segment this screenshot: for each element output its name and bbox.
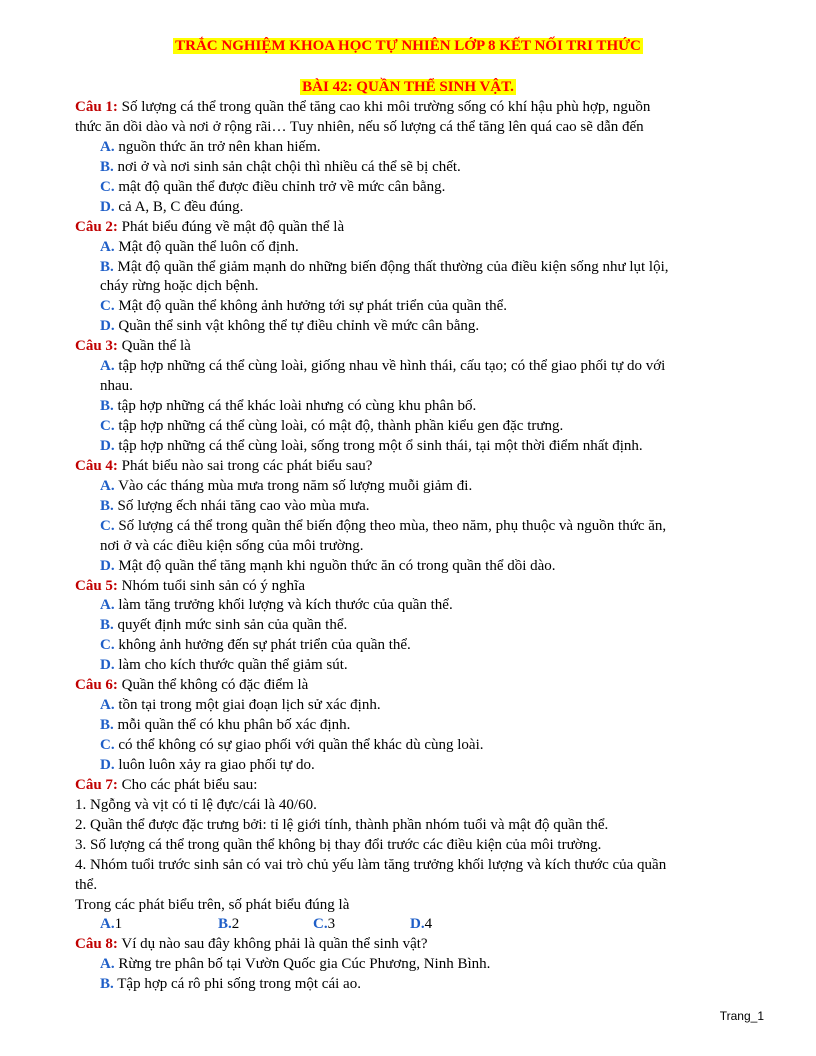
- line-text: 2. Quần thể được đặc trưng bởi: tỉ lệ giới tính, thành phần nhóm tuổi và mật độ quần thể.: [75, 816, 609, 833]
- option-letter: B.: [100, 617, 114, 634]
- line-text: cả A, B, C đều đúng.: [114, 198, 244, 215]
- option-letter: A.: [100, 238, 115, 255]
- line-text: có thể không có sự giao phối với quần thể khác dù cùng loài.: [114, 737, 484, 753]
- text-line: [75, 876, 765, 896]
- document-title-text: TRẮC NGHIỆM KHOA HỌC TỰ NHIÊN LỚP 8 KẾT NỐI TRI THỨC: [175, 38, 641, 54]
- option-letter: A.: [100, 697, 115, 714]
- document-title: [0, 37, 816, 56]
- question-line: [75, 776, 765, 796]
- option-line: [75, 357, 765, 377]
- option-line: [75, 696, 765, 716]
- line-text: tập hợp những cá thể khác loài nhưng có cùng khu phân bố.: [113, 398, 477, 415]
- option-letter: C.: [100, 637, 115, 654]
- line-text: nơi ở và nơi sinh sản chật chội thì nhiều cá thể sẽ bị chết.: [113, 158, 461, 175]
- option-line: [75, 975, 765, 995]
- option-line: [75, 716, 765, 736]
- question-number: Câu 1:: [75, 99, 118, 115]
- option-letter: A.: [100, 597, 115, 614]
- option-letter: A.: [100, 916, 115, 933]
- question-number: Câu 3:: [75, 338, 118, 355]
- option-letter: B.: [218, 916, 232, 933]
- line-text: Số lượng ếch nhái tăng cao vào mùa mưa.: [113, 497, 370, 514]
- line-text: tập hợp những cá thể cùng loài, sống trong một ổ sinh thái, tại một thời điểm nhất định.: [114, 437, 643, 454]
- page-number: Trang_1: [719, 1009, 764, 1023]
- option-letter: D.: [100, 657, 115, 674]
- option-text: 2: [231, 916, 240, 933]
- option-line: [75, 656, 765, 676]
- option-letter: C.: [313, 916, 328, 933]
- question-number: Câu 4:: [75, 457, 118, 474]
- line-text: Mật độ quần thể giảm mạnh do những biến động thất thường của điều kiện sống như lụt lội,: [113, 258, 669, 275]
- option-letter: A.: [100, 138, 115, 155]
- line-text: mật độ quần thể được điều chỉnh trở về mức cân bằng.: [114, 178, 446, 195]
- question-line: [75, 577, 765, 597]
- text-line: [75, 816, 765, 836]
- text-line: [75, 118, 765, 138]
- line-text: cháy rừng hoặc dịch bệnh.: [100, 278, 259, 295]
- answer-option: [218, 915, 239, 935]
- option-continuation: [75, 377, 765, 397]
- line-text: tập hợp những cá thể cùng loài, giống nhau về hình thái, cấu tạo; có thể giao phối tự do với: [114, 358, 666, 375]
- line-text: 3. Số lượng cá thể trong quần thể không bị thay đổi trước các điều kiện của môi trường.: [75, 836, 602, 853]
- option-continuation: [75, 537, 765, 557]
- answer-row: [75, 915, 765, 935]
- option-letter: A.: [100, 477, 115, 494]
- line-text: luôn luôn xảy ra giao phối tự do.: [114, 756, 315, 773]
- option-letter: B.: [100, 497, 114, 514]
- option-line: [75, 158, 765, 178]
- option-letter: D.: [100, 437, 115, 454]
- option-line: [75, 557, 765, 577]
- option-line: [75, 297, 765, 317]
- option-text: 4: [424, 916, 433, 933]
- option-letter: B.: [100, 976, 114, 993]
- option-letter: B.: [100, 258, 114, 275]
- line-text: Quần thể sinh vật không thể tự điều chỉnh về mức cân bằng.: [114, 318, 480, 335]
- line-text: Quần thể không có đặc điểm là: [117, 677, 309, 694]
- option-letter: D.: [410, 916, 425, 933]
- option-letter: B.: [100, 717, 114, 734]
- line-text: làm cho kích thước quần thể giảm sút.: [114, 657, 348, 674]
- line-text: quyết định mức sinh sản của quần thể.: [113, 617, 348, 634]
- question-list: [75, 98, 765, 995]
- line-text: làm tăng trưởng khối lượng và kích thước của quần thể.: [114, 597, 453, 614]
- line-text: nguồn thức ăn trở nên khan hiếm.: [114, 138, 321, 155]
- answer-option: [313, 915, 335, 935]
- option-line: [75, 596, 765, 616]
- question-line: [75, 935, 765, 955]
- line-text: Quần thể là: [117, 338, 191, 355]
- option-letter: A.: [100, 358, 115, 375]
- option-line: [75, 477, 765, 497]
- question-line: [75, 457, 765, 477]
- line-text: Tập hợp cá rô phi sống trong một cái ao.: [113, 976, 361, 993]
- option-letter: B.: [100, 158, 114, 175]
- option-letter: B.: [100, 398, 114, 415]
- line-text: không ảnh hưởng đến sự phát triển của quần thể.: [114, 637, 411, 654]
- line-text: Số lượng cá thể trong quần thể biến động theo mùa, theo năm, phụ thuộc và nguồn thức ăn,: [114, 517, 667, 534]
- line-text: thể.: [75, 876, 98, 893]
- option-letter: D.: [100, 756, 115, 773]
- option-text: 3: [327, 916, 336, 933]
- option-letter: C.: [100, 517, 115, 534]
- line-text: tồn tại trong một giai đoạn lịch sử xác định.: [114, 697, 381, 714]
- line-text: nơi ở và các điều kiện sống của môi trường.: [100, 537, 364, 554]
- line-text: Phát biểu đúng về mật độ quần thể là: [117, 218, 345, 235]
- text-line: [75, 896, 765, 916]
- option-letter: A.: [100, 956, 115, 973]
- line-text: 1. Ngỗng và vịt có tỉ lệ đực/cái là 40/60.: [75, 796, 317, 813]
- option-text: 1: [114, 916, 123, 933]
- option-line: [75, 736, 765, 756]
- question-line: [75, 218, 765, 238]
- option-line: [75, 417, 765, 437]
- question-number: Câu 8:: [75, 936, 118, 953]
- option-line: [75, 317, 765, 337]
- lesson-title: [0, 78, 816, 97]
- option-line: [75, 397, 765, 417]
- option-letter: C.: [100, 178, 115, 195]
- question-number: Câu 6:: [75, 677, 118, 694]
- option-letter: C.: [100, 298, 115, 315]
- line-text: mỗi quần thể có khu phân bố xác định.: [113, 717, 351, 734]
- option-line: [75, 138, 765, 158]
- line-text: tập hợp những cá thể cùng loài, có mật độ, thành phần kiểu gen đặc trưng.: [114, 418, 564, 434]
- line-text: Mật độ quần thể không ảnh hưởng tới sự phát triển của quần thể.: [114, 298, 508, 315]
- line-text: 4. Nhóm tuổi trước sinh sản có vai trò chủ yếu làm tăng trưởng khối lượng và kích thước của quần: [75, 856, 667, 873]
- text-line: [75, 856, 765, 876]
- option-letter: C.: [100, 418, 115, 434]
- line-text: thức ăn dồi dào và nơi ở rộng rãi… Tuy nhiên, nếu số lượng cá thể tăng lên quá cao sẽ dẫn đến: [75, 118, 644, 135]
- option-line: [75, 636, 765, 656]
- option-letter: D.: [100, 318, 115, 335]
- option-line: [75, 497, 765, 517]
- question-line: [75, 337, 765, 357]
- line-text: Cho các phát biểu sau:: [117, 776, 258, 793]
- question-number: Câu 5:: [75, 577, 118, 594]
- line-text: Nhóm tuổi sinh sản có ý nghĩa: [117, 577, 305, 594]
- option-continuation: [75, 277, 765, 297]
- option-letter: D.: [100, 557, 115, 574]
- text-line: [75, 796, 765, 816]
- option-line: [75, 258, 765, 278]
- question-number: Câu 2:: [75, 218, 118, 235]
- line-text: Vào các tháng mùa mưa trong năm số lượng muỗi giảm đi.: [114, 477, 473, 494]
- option-line: [75, 178, 765, 198]
- option-line: [75, 756, 765, 776]
- answer-option: [100, 915, 122, 935]
- option-letter: D.: [100, 198, 115, 215]
- option-line: [75, 955, 765, 975]
- line-text: Số lượng cá thể trong quần thể tăng cao khi môi trường sống có khí hậu phù hợp, nguồn: [117, 99, 651, 115]
- option-line: [75, 616, 765, 636]
- line-text: Mật độ quần thể luôn cố định.: [114, 238, 299, 255]
- question-line: [75, 98, 765, 118]
- question-number: Câu 7:: [75, 776, 118, 793]
- line-text: Mật độ quần thể tăng mạnh khi nguồn thức ăn có trong quần thể dồi dào.: [114, 557, 556, 574]
- question-line: [75, 676, 765, 696]
- line-text: Rừng tre phân bố tại Vườn Quốc gia Cúc Phương, Ninh Bình.: [114, 956, 491, 973]
- text-line: [75, 836, 765, 856]
- line-text: Trong các phát biểu trên, số phát biểu đúng là: [75, 896, 350, 913]
- option-line: [75, 517, 765, 537]
- option-line: [75, 437, 765, 457]
- line-text: Ví dụ nào sau đây không phải là quần thể sinh vật?: [117, 936, 428, 953]
- answer-option: [410, 915, 432, 935]
- lesson-title-text: BÀI 42: QUẦN THỂ SINH VẬT.: [302, 79, 514, 95]
- line-text: nhau.: [100, 378, 133, 395]
- line-text: Phát biểu nào sai trong các phát biểu sau?: [117, 457, 373, 474]
- option-line: [75, 238, 765, 258]
- option-line: [75, 198, 765, 218]
- option-letter: C.: [100, 737, 115, 753]
